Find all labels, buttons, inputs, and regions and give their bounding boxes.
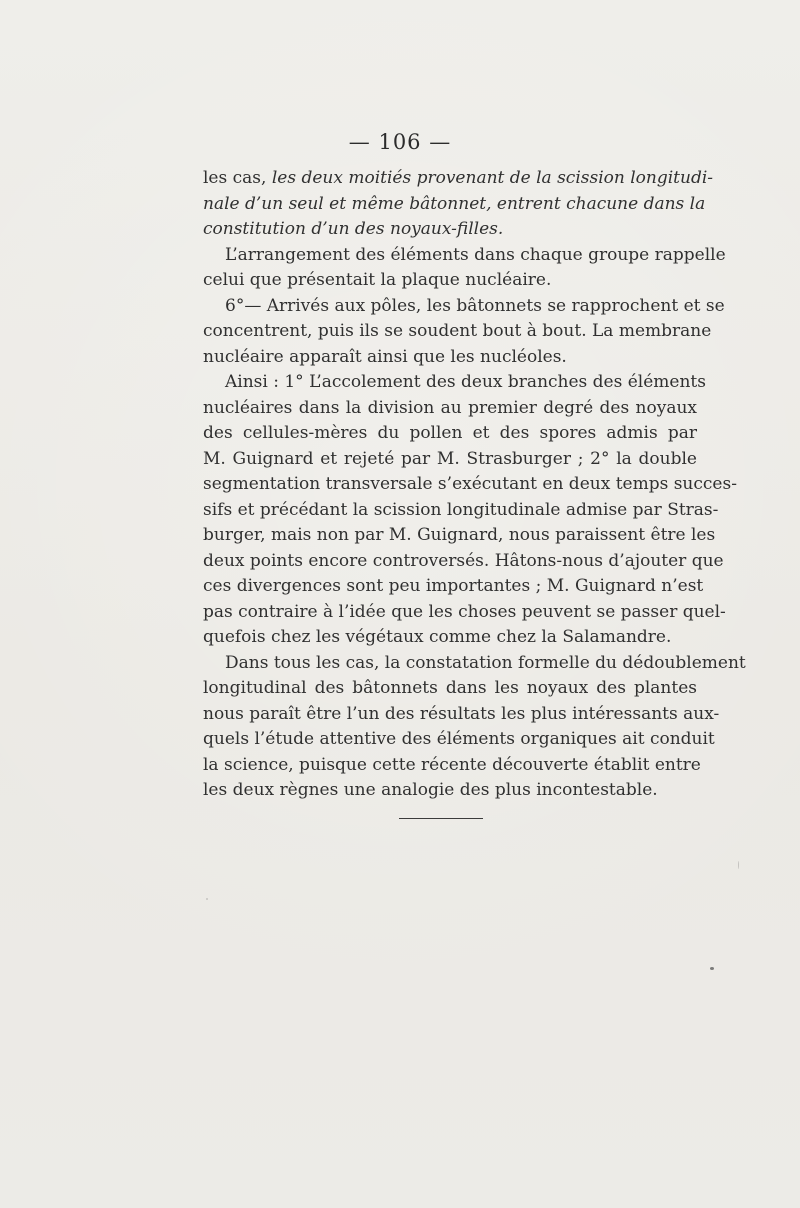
- text-line-19: quefois chez les végétaux comme chez la Salamandre.: [203, 627, 672, 647]
- text-line-25: les deux règnes une analogie des plus incontestable.: [203, 780, 658, 800]
- paper-speck: [206, 898, 208, 900]
- text-line-1-italic: les deux moitiés provenant de la scission longitudi-: [271, 168, 714, 188]
- text-line-18: pas contraire à l’idée que les choses peuvent se passer quel-: [203, 601, 726, 622]
- text-line-1-roman: les cas,: [203, 168, 272, 188]
- text-line-13: segmentation transversale s’exécutant en deux temps succes-: [203, 474, 737, 494]
- text-line-22: nous paraît être l’un des résultats les plus intéressants aux-: [203, 703, 720, 724]
- text-line-11: des cellules-mères du pollen et des spores admis par: [203, 423, 697, 443]
- text-line-23: quels l’étude attentive des éléments organiques ait conduit: [203, 729, 715, 749]
- text-line-17: ces divergences sont peu importantes ; M. Guignard n’est: [203, 576, 704, 596]
- text-line-4: L’arrangement des éléments dans chaque groupe rappelle: [225, 244, 726, 265]
- text-line-8: nucléaire apparaît ainsi que les nucléoles.: [203, 346, 567, 367]
- text-line-15: burger, mais non par M. Guignard, nous paraissent être les: [203, 525, 716, 545]
- ink-speck: [710, 967, 714, 970]
- section-divider: [399, 818, 483, 819]
- text-line-7: concentrent, puis ils se soudent bout à bout. La membrane: [203, 321, 712, 341]
- text-line-5: celui que présentait la plaque nucléaire.: [203, 270, 552, 290]
- text-line-12: M. Guignard et rejeté par M. Strasburger ; 2° la double: [203, 448, 697, 469]
- paper-mark: [738, 861, 739, 869]
- text-line-14: sifs et précédant la scission longitudinale admise par Stras-: [203, 499, 719, 520]
- page-number: — 106 —: [348, 130, 452, 154]
- text-line-1: [203, 166, 714, 192]
- text-line-2: nale d’un seul et même bâtonnet, entrent chacune dans la: [203, 193, 706, 214]
- text-line-24: la science, puisque cette récente découverte établit entre: [203, 754, 701, 775]
- body-text: [203, 166, 746, 804]
- text-line-9: Ainsi : 1° L’accolement des deux branches des éléments: [225, 372, 706, 392]
- text-line-3: constitution d’un des noyaux-filles.: [203, 219, 504, 239]
- text-line-6: 6°— Arrivés aux pôles, les bâtonnets se rapprochent et se: [225, 295, 725, 316]
- text-line-10: nucléaires dans la division au premier degré des noyaux: [203, 397, 697, 418]
- text-line-21: longitudinal des bâtonnets dans les noyaux des plantes: [203, 678, 697, 698]
- text-line-16: deux points encore controversés. Hâtons-nous d’ajouter que: [203, 550, 724, 571]
- text-line-20: Dans tous les cas, la constatation formelle du dédoublement: [225, 652, 746, 673]
